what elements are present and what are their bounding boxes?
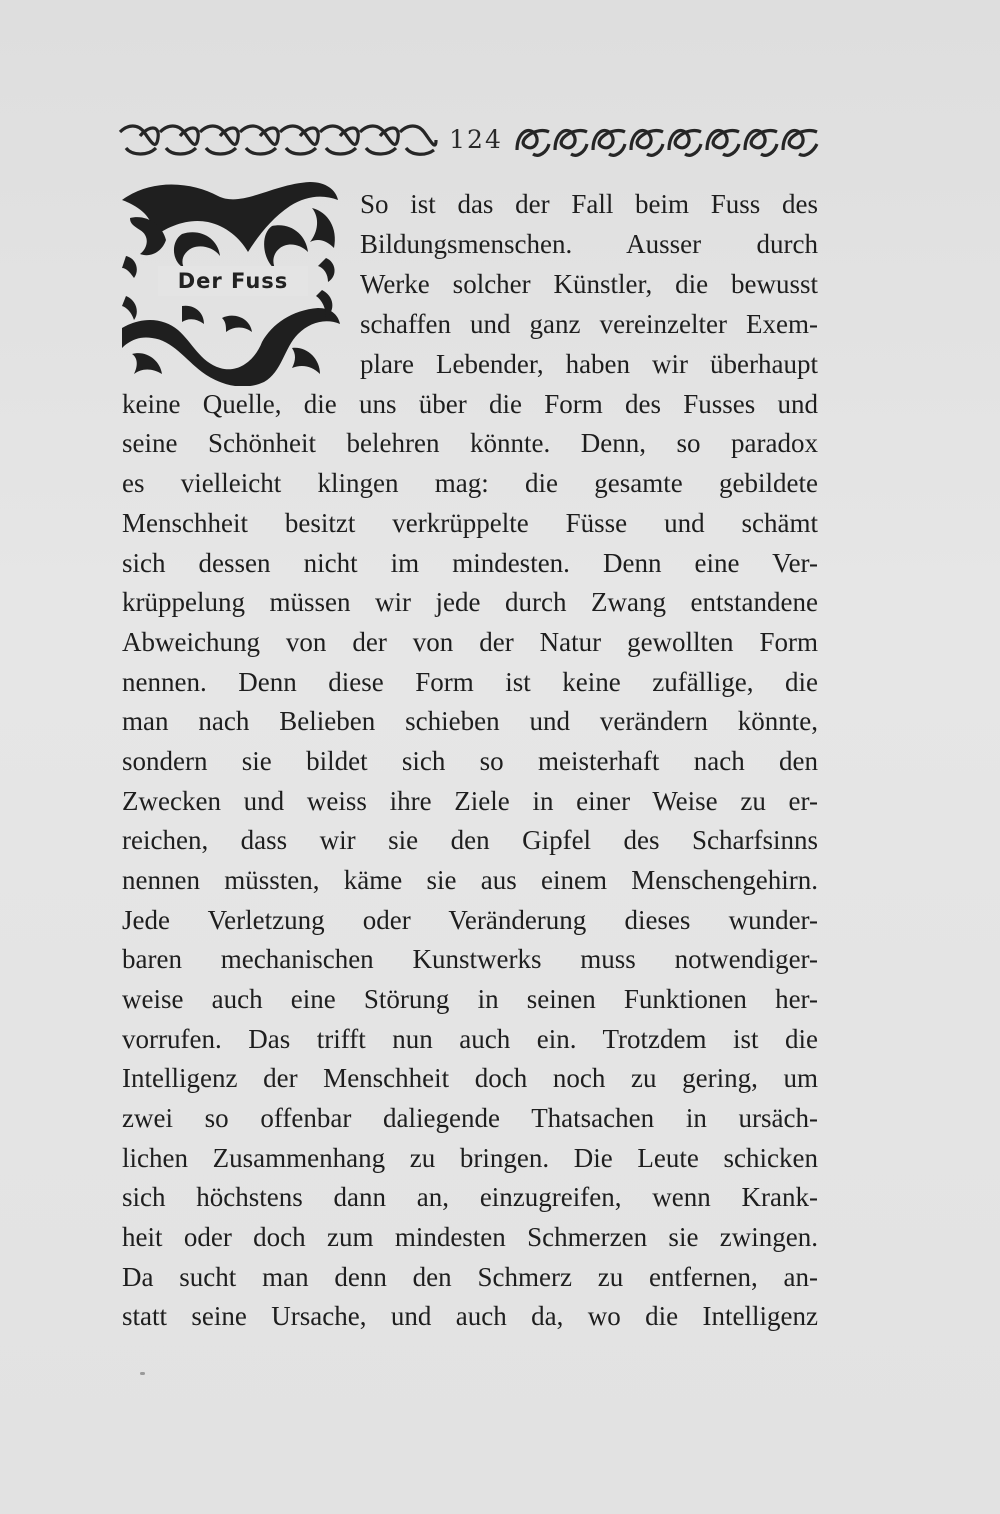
decorative-initial: [122, 178, 340, 386]
text-line: Jede Verletzung oder Veränderung dieses wunder-: [122, 905, 818, 935]
text-line: plare Lebender, haben wir überhaupt: [360, 349, 818, 379]
text-line: vorrufen. Das trifft nun auch ein. Trotzdem ist die: [122, 1024, 818, 1054]
running-header: [118, 118, 820, 162]
initial-title: Der Fuss: [158, 266, 308, 296]
text-line: Intelligenz der Menschheit doch noch zu gering, um: [122, 1063, 818, 1093]
text-line: keine Quelle, die uns über die Form des Fusses und: [122, 389, 818, 419]
text-line: weise auch eine Störung in seinen Funktionen her-: [122, 984, 818, 1014]
text-line: krüppelung müssen wir jede durch Zwang entstandene: [122, 587, 818, 617]
paper-speck: [140, 1372, 145, 1375]
wave-ornament-left: [118, 122, 438, 158]
text-line: Menschheit besitzt verkrüppelte Füsse und schämt: [122, 508, 818, 538]
text-line: nennen müssten, käme sie aus einem Menschengehirn.: [122, 865, 818, 895]
loop-ornament-right: [513, 122, 820, 158]
text-line: statt seine Ursache, und auch da, wo die Intelligenz: [122, 1301, 818, 1331]
text-line: Abweichung von der von der Natur gewollten Form: [122, 627, 818, 657]
text-line: baren mechanischen Kunstwerks muss notwendiger-: [122, 944, 818, 974]
text-line: heit oder doch zum mindesten Schmerzen sie zwingen.: [122, 1222, 818, 1252]
text-line: sich höchstens dann an, einzugreifen, wenn Krank-: [122, 1182, 818, 1212]
text-line: So ist das der Fall beim Fuss des: [360, 189, 818, 219]
text-line: es vielleicht klingen mag: die gesamte gebildete: [122, 468, 818, 498]
text-line: Werke solcher Künstler, die bewusst: [360, 269, 818, 299]
text-line: zwei so offenbar daliegende Thatsachen in ursäch-: [122, 1103, 818, 1133]
text-line: Zwecken und weiss ihre Ziele in einer Weise zu er-: [122, 786, 818, 816]
text-line: sondern sie bildet sich so meisterhaft nach den: [122, 746, 818, 776]
text-line: lichen Zusammenhang zu bringen. Die Leute schicken: [122, 1143, 818, 1173]
text-line: sich dessen nicht im mindesten. Denn eine Ver-: [122, 548, 818, 578]
text-line: seine Schönheit belehren könnte. Denn, so paradox: [122, 428, 818, 458]
text-line: Da sucht man denn den Schmerz zu entfernen, an-: [122, 1262, 818, 1292]
text-line: reichen, dass wir sie den Gipfel des Scharfsinns: [122, 825, 818, 855]
text-line: nennen. Denn diese Form ist keine zufällige, die: [122, 667, 818, 697]
text-line: man nach Belieben schieben und verändern könnte,: [122, 706, 818, 736]
page-number: 124: [449, 125, 503, 154]
text-line: Bildungsmenschen. Ausser durch: [360, 229, 818, 259]
text-line: schaffen und ganz vereinzelter Exem-: [360, 309, 818, 339]
